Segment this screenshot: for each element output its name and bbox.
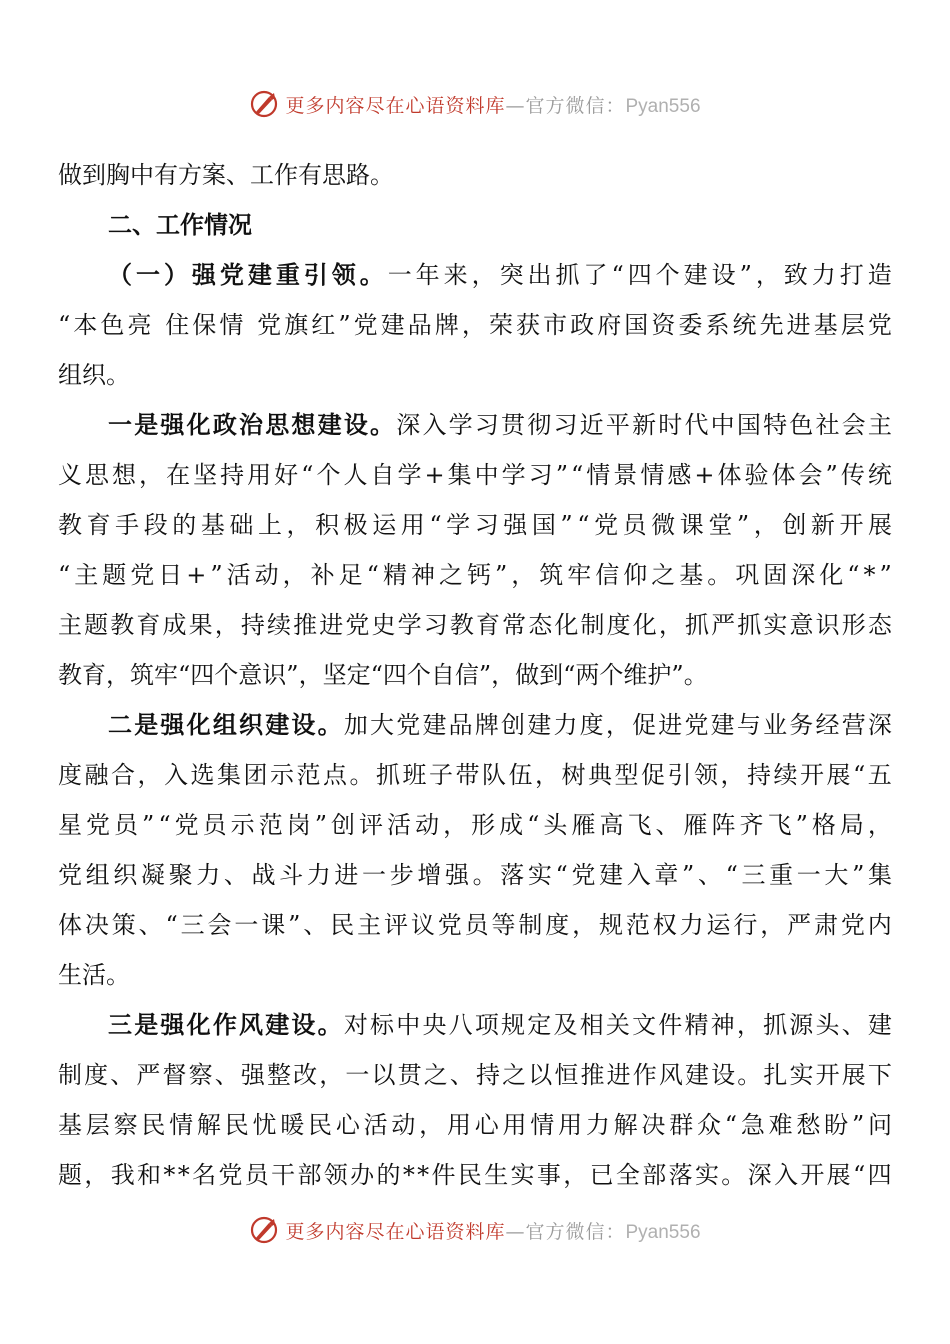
footer-watermark — [0, 1212, 950, 1248]
watermark-text — [285, 1217, 700, 1244]
watermark-brand: 更多内容尽在心语资料库 — [285, 1220, 506, 1243]
paragraph-line: 教 育 手 段 的 基 础 上 ， 积 极 运 用 “ 学 习 强 国 ” “ 党 员 微 课 堂 ” ， 创 新 开 展 — [58, 511, 892, 539]
watermark-brand: 更多内容尽在心语资料库 — [285, 94, 506, 117]
watermark-text — [285, 91, 700, 118]
paragraph-line: 做 到 胸 中 有 方 案 、 工 作 有 思 路 。 — [58, 161, 394, 189]
watermark-id: Pyan556 — [625, 95, 701, 117]
watermark-sub: 官方微信： — [525, 1220, 626, 1243]
paragraph-line: 星 党 员 ” “ 党 员 示 范 岗 ” 创 评 活 动 ， 形 成 “ 头 雁 高 飞 、 雁 阵 齐 飞 ” 格 局 ， — [58, 811, 892, 839]
paragraph-line: “ 主 题 党 日 + ” 活 动 ， 补 足 “ 精 神 之 钙 ” ， 筑 牢 信 仰 之 基 。 巩 固 深 化 “ * ” — [58, 561, 892, 589]
paragraph-line: 教 育 ， 筑 牢 “ 四 个 意 识 ” ， 坚 定 “ 四 个 自 信 ” ， 做 到 “ 两 个 维 护 ” 。 — [58, 661, 708, 689]
watermark-sub: 官方微信： — [525, 94, 626, 117]
paragraph-line: 体 决 策 、 “ 三 会 一 课 ” 、 民 主 评 议 党 员 等 制 度 ， 规 范 权 力 运 行 ， 严 肃 党 内 — [58, 911, 892, 939]
pen-nib-circle-icon — [249, 1215, 279, 1245]
paragraph-line: 度 融 合 ， 入 选 集 团 示 范 点 。 抓 班 子 带 队 伍 ， 树 典 型 促 引 领 ， 持 续 开 展 “ 五 — [58, 761, 892, 789]
pen-nib-circle-icon — [249, 89, 279, 119]
paragraph-line: 题 ， 我 和 * * 名 党 员 干 部 领 办 的 * * 件 民 生 实 事 ， 已 全 部 落 实 。 深 入 开 展 “ 四 — [58, 1161, 892, 1189]
header-watermark — [0, 86, 950, 122]
watermark-dash: — — [505, 94, 526, 117]
paragraph-line: 制 度 、 严 督 察 、 强 整 改 ， 一 以 贯 之 、 持 之 以 恒 推 进 作 风 建 设 。 扎 实 开 展 下 — [58, 1061, 892, 1089]
paragraph-line: 一 是 强 化 政 治 思 想 建 设 。 深 入 学 习 贯 彻 习 近 平 新 时 代 中 国 特 色 社 会 主 — [108, 410, 892, 439]
paragraph-line: 基 层 察 民 情 解 民 忧 暖 民 心 活 动 ， 用 心 用 情 用 力 解 决 群 众 “ 急 难 愁 盼 ” 问 — [58, 1111, 892, 1139]
paragraph-line: 主 题 教 育 成 果 ， 持 续 推 进 党 史 学 习 教 育 常 态 化 制 度 化 ， 抓 严 抓 实 意 识 形 态 — [58, 611, 892, 639]
paragraph-line: 党 组 织 凝 聚 力 、 战 斗 力 进 一 步 增 强 。 落 实 “ 党 建 入 章 ” 、 “ 三 重 一 大 ” 集 — [58, 861, 892, 889]
paragraph-line: （ 一 ） 强 党 建 重 引 领 。 一 年 来 ， 突 出 抓 了 “ 四 个 建 设 ” ， 致 力 打 造 — [108, 260, 892, 289]
paragraph-line: 二 、 工 作 情 况 — [108, 210, 252, 239]
paragraph-line: 组 织 。 — [58, 361, 130, 389]
document-body — [58, 150, 892, 1200]
watermark-dash: — — [505, 1220, 526, 1243]
paragraph-line: “ 本 色 亮 住 保 情 党 旗 红 ” 党 建 品 牌 ， 荣 获 市 政 府 国 资 委 系 统 先 进 基 层 党 — [58, 311, 892, 339]
paragraph-line: 义 思 想 ， 在 坚 持 用 好 “ 个 人 自 学 + 集 中 学 习 ” “ 情 景 情 感 + 体 验 体 会 ” 传 统 — [58, 461, 892, 489]
paragraph-line: 二 是 强 化 组 织 建 设 。 加 大 党 建 品 牌 创 建 力 度 ， 促 进 党 建 与 业 务 经 营 深 — [108, 710, 892, 739]
watermark-id: Pyan556 — [625, 1221, 701, 1243]
paragraph-line: 三 是 强 化 作 风 建 设 。 对 标 中 央 八 项 规 定 及 相 关 文 件 精 神 ， 抓 源 头 、 建 — [108, 1010, 892, 1039]
paragraph-line: 生 活 。 — [58, 961, 130, 989]
